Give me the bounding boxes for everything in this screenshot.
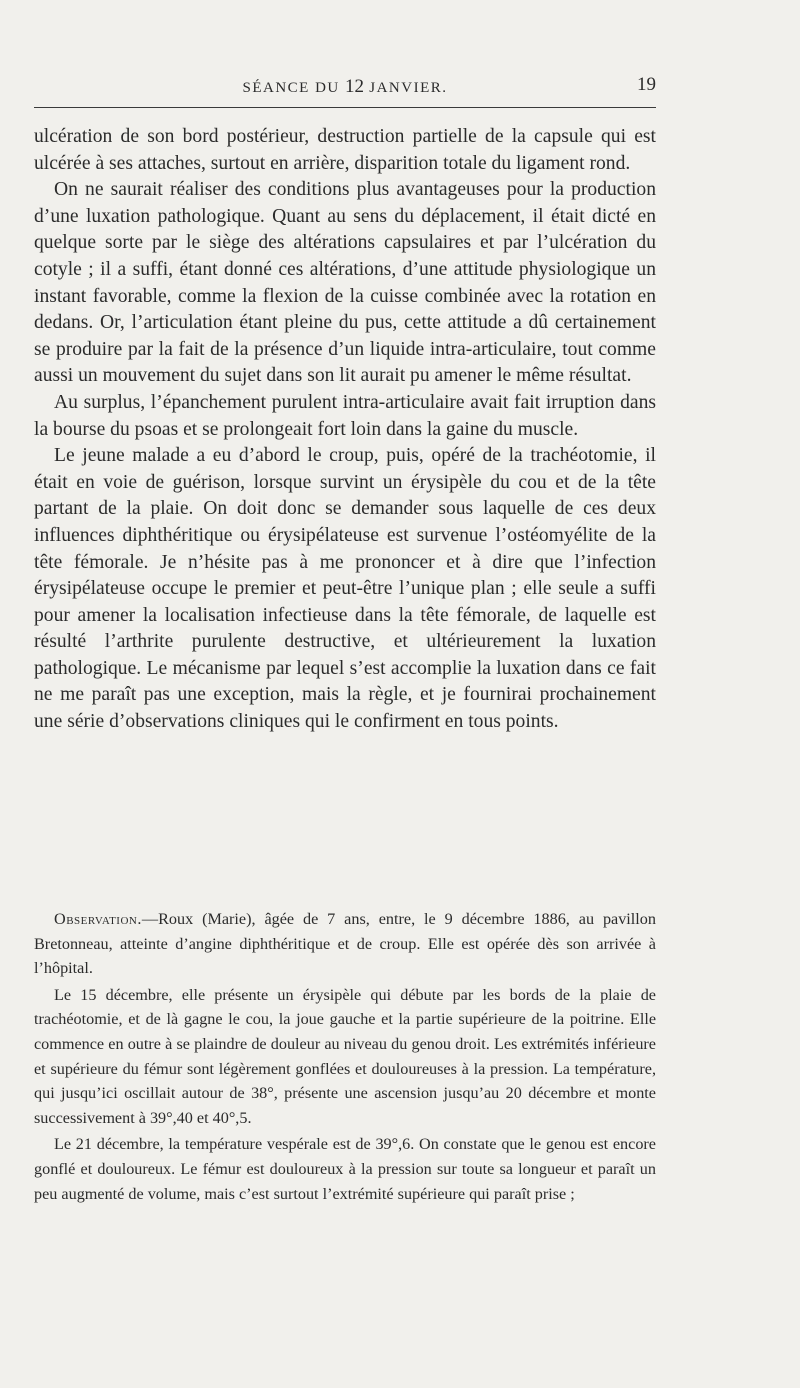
paragraph-1: ulcération de son bord postérieur, destruction partielle de la capsule qui est ulcérée à ses attaches, surtout en arrière, disparition totale du ligament rond. — [34, 126, 656, 174]
running-title-post: JANVIER. — [369, 80, 448, 96]
main-text — [34, 124, 656, 736]
observation-paragraph-1 — [34, 907, 656, 981]
observation-paragraph-3: Le 21 décembre, la température vespérale est de 39°,6. On constate que le genou est encore gonflé et douloureux. Le fémur est douloureux à la pression sur toute sa longueur et paraît un peu augmenté de volume, mais c’est surtout l’extrémité supérieure qui paraît prise ; — [34, 1135, 656, 1203]
observation-label: Observation. — [54, 910, 142, 928]
paragraph-2: On ne saurait réaliser des conditions plus avantageuses pour la production d’une luxation pathologique. Quant au sens du déplacement, il était dicté en quelque sorte par le siège des altérations capsulaires et par l’ulcération du cotyle ; il a suffi, étant donné ces altérations, d’une attitude physiologique un instant favorable, comme la flexion de la cuisse combinée avec la rotation en dedans. Or, l’articulation étant pleine du pus, cette attitude a dû certainement se produire par la fait de la présence d’un liquide intra-articulaire, tout comme aussi un mouvement du sujet dans son lit aurait pu amener le même résultat. — [34, 179, 656, 387]
observation-section — [34, 907, 656, 1206]
header-rule — [34, 107, 656, 108]
page-number: 19 — [637, 74, 656, 95]
page-header — [34, 76, 656, 102]
observation-intro: —Roux (Marie), âgée de 7 ans, entre, le 9 décembre 1886, au pavillon Bretonneau, atteinte d’angine diphthéritique et de croup. Elle est opérée dès son arrivée à l’hôpital. — [34, 910, 656, 978]
observation-paragraph-2: Le 15 décembre, elle présente un érysipèle qui débute par les bords de la plaie de trachéotomie, et de là gagne le cou, la joue gauche et la partie supérieure de la poitrine. Elle commence en outre à se plaindre de douleur au niveau du genou droit. Les extrémités inférieure et supérieure du fémur sont légèrement gonflées et douloureuses à la pression. La température, qui jusqu’ici oscillait autour de 38°, présente une ascension jusqu’au 20 décembre et monte successivement à 39°,40 et 40°,5. — [34, 985, 656, 1127]
running-title-date: 12 — [345, 76, 364, 97]
running-title-pre: SÉANCE DU — [242, 80, 340, 96]
paragraph-3: Au surplus, l’épanchement purulent intra-articulaire avait fait irruption dans la bourse du psoas et se prolongeait fort loin dans la gaine du muscle. — [34, 391, 656, 440]
paragraph-4: Le jeune malade a eu d’abord le croup, puis, opéré de la trachéotomie, il était en voie de guérison, lorsque survint un érysipèle du cou et de la tête partant de la plaie. On doit donc se demander sous laquelle de ces deux influences diphthéritique ou érysipélateuse est survenue l’ostéomyélite de la tête fémorale. Je n’hésite pas à me prononcer et à dire que l’infection érysipélateuse occupe le premier et peut-être l’unique plan ; elle seule a suffi pour amener la localisation infectieuse dans la tête fémorale, de laquelle est résulté l’arthrite purulente destructive, et ultérieurement la luxation pathologique. Le mécanisme par lequel s’est accomplie la luxation dans ce fait ne me paraît pas une exception, mais la règle, et je fournirai prochainement une série d’observations cliniques qui le confirment en tous points. — [34, 445, 656, 733]
running-title — [34, 76, 656, 98]
